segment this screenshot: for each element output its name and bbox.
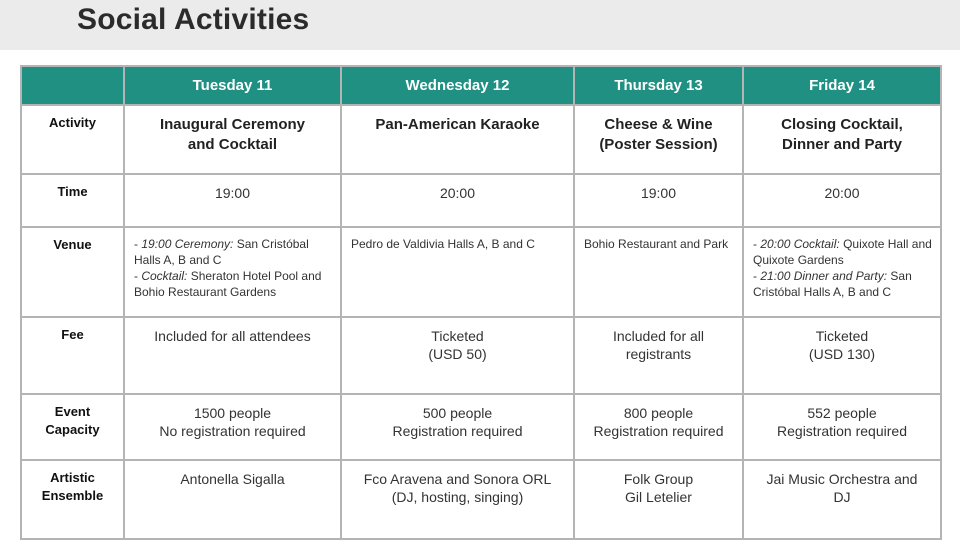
activity-line: (Poster Session): [599, 136, 718, 153]
capacity-line: Registration required: [777, 423, 907, 439]
table-header-row: [21, 66, 941, 105]
fee-friday: [743, 317, 941, 394]
fee-line: Included for all attendees: [154, 328, 311, 344]
capacity-line: Registration required: [392, 423, 523, 439]
capacity-tuesday: [124, 394, 341, 460]
activity-line: Cheese & Wine: [604, 116, 713, 133]
venue-item: [134, 268, 332, 300]
fee-wednesday: [341, 317, 574, 394]
column-header-wednesday: Wednesday 12: [341, 66, 574, 105]
venue-item: [134, 236, 332, 268]
venue-emphasis: 20:00 Cocktail:: [760, 237, 840, 251]
header-corner-cell: [21, 66, 124, 105]
table-row-time: [21, 174, 941, 227]
activity-line: and Cocktail: [187, 136, 278, 153]
activity-line: Pan-American Karaoke: [375, 116, 540, 133]
row-label-fee: Fee: [21, 317, 124, 394]
ensemble-line: (DJ, hosting, singing): [391, 489, 524, 505]
venue-thursday: Bohio Restaurant and Park: [574, 227, 743, 317]
venue-text: San Cristóbal Halls A, B and C: [134, 237, 309, 267]
capacity-wednesday: [341, 394, 574, 460]
column-header-friday: Friday 14: [743, 66, 941, 105]
row-label-ensemble: [21, 460, 124, 539]
ensemble-line: Fco Aravena and Sonora ORL: [363, 471, 552, 487]
capacity-line: 800 people: [623, 405, 694, 421]
capacity-line: No registration required: [159, 423, 306, 439]
ensemble-line: Gil Letelier: [625, 489, 692, 505]
venue-emphasis: 19:00 Ceremony:: [141, 237, 234, 251]
venue-prefix: -: [753, 269, 761, 283]
capacity-friday: [743, 394, 941, 460]
venue-text: Quixote Hall and Quixote Gardens: [753, 237, 932, 267]
social-activities-table: [20, 65, 942, 540]
capacity-line: 500 people: [422, 405, 493, 421]
row-label-activity: Activity: [21, 105, 124, 174]
ensemble-line: DJ: [833, 489, 851, 505]
ensemble-thursday: [574, 460, 743, 539]
fee-line: (USD 50): [428, 346, 487, 362]
capacity-line: 1500 people: [193, 405, 272, 421]
row-label-capacity: [21, 394, 124, 460]
activity-friday: [743, 105, 941, 174]
venue-wednesday: Pedro de Valdivia Halls A, B and C: [341, 227, 574, 317]
time-tuesday: 19:00: [124, 174, 341, 227]
fee-line: Included for all: [612, 328, 705, 344]
capacity-line: Registration required: [593, 423, 724, 439]
ensemble-line: Jai Music Orchestra and: [766, 471, 918, 487]
row-label-time: Time: [21, 174, 124, 227]
ensemble-line: Folk Group: [623, 471, 694, 487]
time-friday: 20:00: [743, 174, 941, 227]
table-row-fee: [21, 317, 941, 394]
fee-thursday: [574, 317, 743, 394]
venue-item: [753, 236, 932, 268]
venue-friday: [743, 227, 941, 317]
fee-tuesday: [124, 317, 341, 394]
activity-wednesday: [341, 105, 574, 174]
row-label-line: Capacity: [45, 422, 100, 437]
venue-tuesday: [124, 227, 341, 317]
column-header-thursday: Thursday 13: [574, 66, 743, 105]
row-label-line: Event: [54, 404, 91, 419]
ensemble-line: Antonella Sigalla: [180, 471, 285, 487]
time-wednesday: 20:00: [341, 174, 574, 227]
ensemble-wednesday: [341, 460, 574, 539]
venue-prefix: -: [753, 237, 761, 251]
row-label-venue: Venue: [21, 227, 124, 317]
activity-line: Dinner and Party: [781, 136, 903, 153]
page-title: Social Activities: [77, 3, 310, 36]
venue-text: Sheraton Hotel Pool and Bohio Restaurant Gardens: [134, 269, 322, 299]
table-row-venue: [21, 227, 941, 317]
venue-emphasis: Cocktail:: [141, 269, 188, 283]
venue-prefix: -: [134, 269, 142, 283]
activity-line: Inaugural Ceremony: [159, 116, 306, 133]
row-label-line: Ensemble: [41, 488, 104, 503]
activity-thursday: [574, 105, 743, 174]
venue-emphasis: 21:00 Dinner and Party:: [760, 269, 888, 283]
fee-line: (USD 130): [808, 346, 876, 362]
venue-prefix: -: [134, 237, 142, 251]
table-row-activity: [21, 105, 941, 174]
ensemble-tuesday: [124, 460, 341, 539]
capacity-line: 552 people: [807, 405, 877, 421]
fee-line: Ticketed: [431, 328, 484, 344]
venue-item: [753, 268, 932, 300]
row-label-line: Artistic: [50, 470, 95, 485]
activity-line: Closing Cocktail,: [781, 116, 903, 133]
table-row-capacity: [21, 394, 941, 460]
time-thursday: 19:00: [574, 174, 743, 227]
column-header-tuesday: Tuesday 11: [124, 66, 341, 105]
fee-line: Ticketed: [815, 328, 869, 344]
venue-text: San Cristóbal Halls A, B and C: [753, 269, 912, 299]
ensemble-friday: [743, 460, 941, 539]
table-row-ensemble: [21, 460, 941, 539]
fee-line: registrants: [625, 346, 692, 362]
activity-tuesday: [124, 105, 341, 174]
capacity-thursday: [574, 394, 743, 460]
